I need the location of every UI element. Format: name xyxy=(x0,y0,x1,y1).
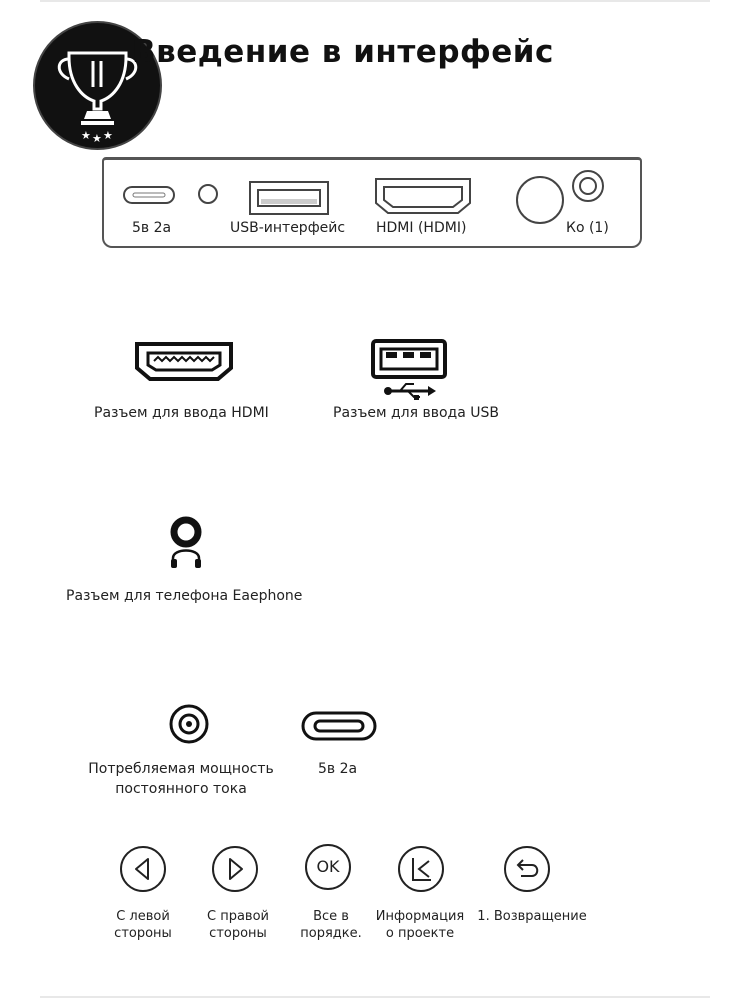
dc-power-caption-line2: постоянного тока xyxy=(115,781,247,797)
ok-icon: OK xyxy=(316,857,340,876)
left-button[interactable] xyxy=(120,846,166,892)
dc-power-caption-line1: Потребляемая мощность xyxy=(88,761,274,777)
return-button-label: 1. Возвращение xyxy=(477,909,587,924)
info-button-label: Информация о проекте xyxy=(375,909,465,941)
type-c-port-icon xyxy=(124,187,174,203)
earphone-caption: Разъем для телефона Eaephone xyxy=(66,588,303,604)
info-icon xyxy=(400,848,442,890)
svg-text:★: ★ xyxy=(92,132,102,145)
bottom-divider xyxy=(40,996,710,998)
typec-caption: 5в 2а xyxy=(318,761,358,777)
return-icon xyxy=(506,848,548,890)
port-label-hdmi: HDMI (HDMI) xyxy=(376,220,467,236)
hdmi-icon xyxy=(134,340,234,382)
port-label-usb: USB-интерфейс xyxy=(230,220,346,236)
port-label-audio: Ко (1) xyxy=(566,220,609,236)
svg-text:★: ★ xyxy=(81,129,91,142)
right-arrow-icon xyxy=(214,848,256,890)
usb-icon xyxy=(370,338,448,400)
panel-ports-drawing xyxy=(102,157,642,249)
right-button[interactable] xyxy=(212,846,258,892)
dc-power-icon xyxy=(168,703,210,745)
top-divider xyxy=(40,0,710,2)
usb-input-caption: Разъем для ввода USB xyxy=(333,405,499,421)
ok-button[interactable] xyxy=(305,844,351,890)
left-arrow-icon xyxy=(122,848,164,890)
indicator-hole-icon xyxy=(199,185,217,203)
type-c-icon xyxy=(300,710,378,742)
audio-jack-icon xyxy=(573,171,603,201)
round-port-icon xyxy=(517,177,563,223)
hdmi-input-caption: Разъем для ввода HDMI xyxy=(94,405,269,421)
return-button[interactable] xyxy=(504,846,550,892)
left-button-label: С левой стороны xyxy=(114,909,172,941)
port-label-typec: 5в 2а xyxy=(132,220,172,236)
page-title: Введение в интерфейс xyxy=(132,34,554,70)
svg-text:★: ★ xyxy=(103,129,113,142)
ok-button-label: Все в порядке. xyxy=(300,909,362,941)
info-button[interactable] xyxy=(398,846,444,892)
right-button-label: С правой стороны xyxy=(207,909,269,941)
usb-port-icon xyxy=(250,182,328,214)
earphone-jack-icon xyxy=(166,516,206,572)
